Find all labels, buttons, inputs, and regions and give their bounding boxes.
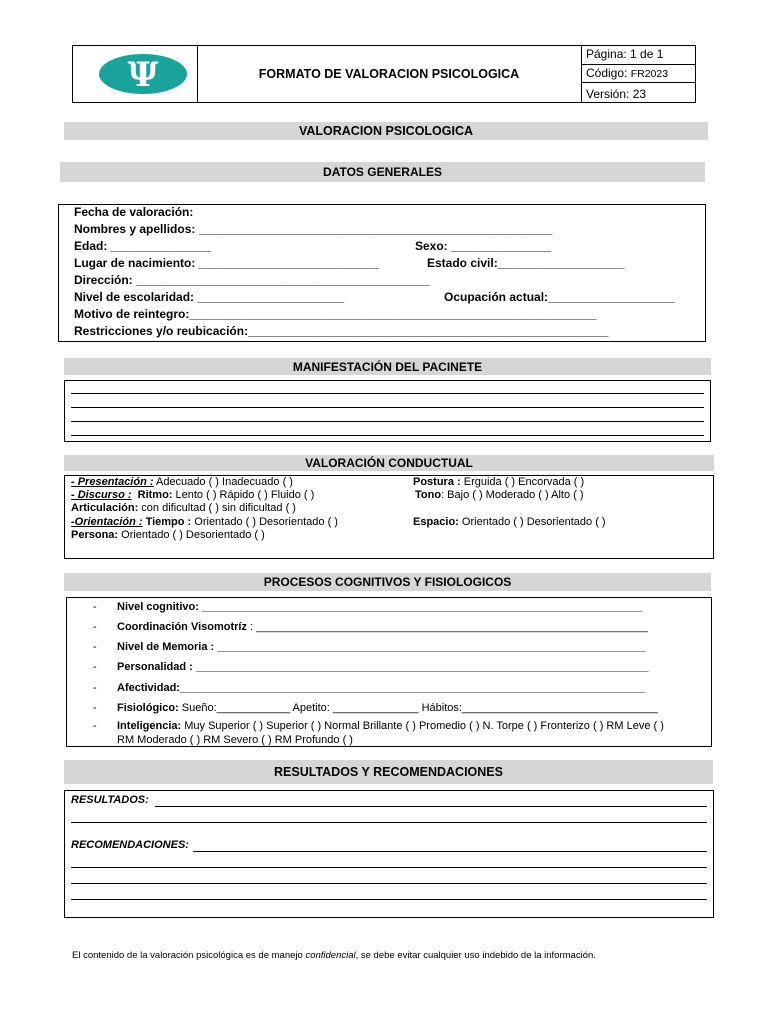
- sexo-field: Sexo: _______________: [415, 239, 552, 253]
- psi-logo-icon: [90, 51, 196, 97]
- persona-row: [71, 529, 265, 541]
- coordinacion-label: Coordinación Visomotríz: [117, 621, 247, 633]
- orientacion-row: [71, 516, 338, 528]
- tono-options: : Bajo ( ) Moderado ( ) Alto ( ): [441, 489, 584, 501]
- articulacion-options: con dificultad ( ) sin dificultad ( ): [138, 502, 296, 514]
- resultados-bar: RESULTADOS Y RECOMENDACIONES: [64, 760, 713, 784]
- answer-line: [193, 851, 707, 852]
- answer-line: [71, 867, 707, 868]
- ritmo-label: Ritmo:: [137, 489, 173, 501]
- datos-generales-box: [58, 204, 706, 342]
- main-section-bar: VALORACION PSICOLOGICA: [64, 122, 708, 140]
- persona-label: Persona:: [71, 529, 119, 541]
- cognitivos-bar: PROCESOS COGNITIVOS Y FISIOLOGICOS: [64, 573, 711, 591]
- nivel-cognitivo-field: Nivel cognitivo: ________________________________________________________________________: [117, 601, 643, 613]
- discurso-label: - Discurso :: [71, 489, 132, 501]
- memoria-field: Nivel de Memoria : ______________________________________________________________________: [117, 641, 646, 653]
- code-label: Código:: [586, 66, 628, 80]
- escolaridad-field: Nivel de escolaridad: ______________________: [74, 290, 345, 304]
- articulacion-row: [71, 502, 296, 514]
- form-title: FORMATO DE VALORACION PSICOLOGICA: [258, 67, 520, 81]
- footer-italic: confidencial: [305, 950, 356, 961]
- bullet-dash: -: [93, 641, 97, 653]
- manifestacion-bar: MANIFESTACIÓN DEL PACINETE: [64, 358, 711, 375]
- version: Versión: 23: [582, 82, 696, 102]
- inteligencia-options: Muy Superior ( ) Superior ( ) Normal Brillante ( ) Promedio ( ) N. Torpe ( ) Fronterizo ( ) RM Leve ( ): [181, 720, 664, 732]
- lugar-field: Lugar de nacimiento: ___________________________: [74, 256, 379, 270]
- presentacion-label: - Presentación :: [71, 476, 154, 488]
- discurso-row: [71, 489, 314, 501]
- bullet-dash: -: [93, 661, 97, 673]
- answer-line: [71, 899, 707, 900]
- tono-row: [415, 489, 584, 501]
- edad-field: Edad: _______________: [74, 239, 211, 253]
- espacio-row: [413, 516, 606, 528]
- espacio-options: Orientado ( ) Desorientado ( ): [458, 516, 606, 528]
- page-number: Página: 1 de 1: [586, 47, 664, 61]
- afectividad-field: Afectividad:____________________________________________________________________________: [117, 682, 645, 694]
- presentacion-options: Adecuado ( ) Inadecuado ( ): [153, 476, 293, 488]
- postura-row: [413, 476, 584, 488]
- postura-label: Postura :: [413, 476, 461, 488]
- answer-line: [155, 806, 707, 807]
- answer-line: [71, 883, 707, 884]
- conductual-box: [64, 475, 714, 559]
- direccion-field: Dirección: ____________________________________________: [74, 273, 430, 287]
- tono-label: Tono: [415, 489, 442, 501]
- resultados-label: RESULTADOS:: [71, 794, 149, 806]
- postura-options: Erguida ( ) Encorvada ( ): [460, 476, 585, 488]
- ritmo-options: Lento ( ) Rápido ( ) Fluido ( ): [172, 489, 315, 501]
- answer-line: [71, 421, 704, 422]
- manifestacion-box: [64, 380, 711, 442]
- confidentiality-note: [72, 950, 596, 961]
- psi-logo: [90, 51, 196, 97]
- bullet-dash: -: [93, 621, 97, 633]
- svg-text:Ψ: Ψ: [127, 55, 159, 95]
- header-table: [72, 45, 696, 103]
- persona-options: Orientado ( ) Desorientado ( ): [118, 529, 265, 541]
- motivo-field: Motivo de reintegro:_____________________________________________________________: [74, 307, 597, 321]
- footer-text: El contenido de la valoración psicológica es de manejo: [72, 950, 306, 961]
- resultados-box: [64, 790, 714, 918]
- articulacion-label: Articulación:: [71, 502, 139, 514]
- code-value: FR2023: [630, 68, 669, 80]
- cognitivos-box: [66, 597, 712, 747]
- fisiologico-field: [117, 702, 658, 714]
- fecha-field: Fecha de valoración:: [74, 205, 194, 219]
- restricciones-field: Restricciones y/o reubicación:______________________________________________________: [74, 324, 609, 338]
- code-row: [582, 64, 696, 82]
- answer-line: [71, 822, 707, 823]
- espacio-label: Espacio:: [413, 516, 459, 528]
- answer-line: [71, 407, 704, 408]
- logo-cell: [73, 46, 198, 102]
- inteligencia-field: [117, 720, 664, 732]
- personalidad-field: Personalidad : __________________________________________________________________________: [117, 661, 649, 673]
- recomendaciones-label: RECOMENDACIONES:: [71, 839, 189, 851]
- bullet-dash: -: [93, 702, 97, 714]
- nombres-field: Nombres y apellidos: _____________________________________________________: [74, 222, 553, 236]
- answer-line: [71, 435, 704, 436]
- bullet-dash: -: [93, 720, 97, 732]
- datos-generales-bar: DATOS GENERALES: [60, 162, 705, 182]
- tiempo-label: Tiempo :: [145, 516, 192, 528]
- ocupacion-field: Ocupación actual:___________________: [444, 290, 675, 304]
- presentacion-row: [71, 476, 293, 488]
- inteligencia-options-2: RM Moderado ( ) RM Severo ( ) RM Profundo ( ): [117, 734, 353, 746]
- footer-text-end: , se debe evitar cualquier uso indebido de la información.: [355, 950, 596, 961]
- bullet-dash: -: [93, 682, 97, 694]
- tiempo-options: Orientado ( ) Desorientado ( ): [191, 516, 338, 528]
- orientacion-label: -Orientación :: [71, 516, 143, 528]
- coordinacion-field: [117, 621, 648, 633]
- fisiologico-label: Fisiológico:: [117, 702, 179, 714]
- coordinacion-line: : ________________________________________________________________: [246, 621, 648, 633]
- estado-civil-field: Estado civil:___________________: [427, 256, 625, 270]
- conductual-bar: VALORACIÓN CONDUCTUAL: [64, 455, 714, 471]
- inteligencia-label: Inteligencia:: [117, 720, 182, 732]
- bullet-dash: -: [93, 601, 97, 613]
- answer-line: [71, 393, 704, 394]
- meta-cell: [581, 46, 696, 102]
- fisiologico-text: Sueño:____________ Apetito: ______________ Hábitos:________________________________: [178, 702, 658, 714]
